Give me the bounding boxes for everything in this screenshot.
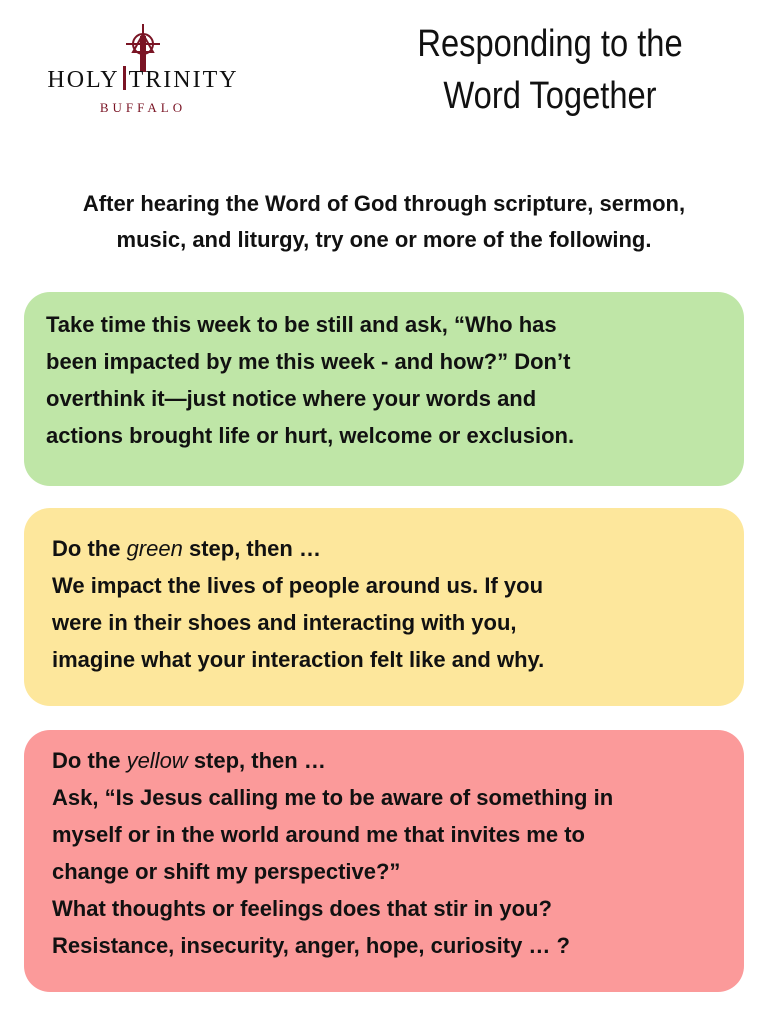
red-step-card: [24, 730, 744, 992]
page-title: [369, 18, 730, 122]
intro-text: [0, 186, 768, 258]
yellow-lead-em: green: [126, 536, 183, 561]
red-line: What thoughts or feelings does that stir in you?: [52, 896, 552, 921]
logo-word-trinity: TRINITY: [128, 67, 239, 93]
yellow-lead-before: Do the: [52, 536, 127, 561]
logo-wordmark: [28, 66, 258, 94]
red-line: change or shift my perspective?”: [52, 859, 401, 884]
yellow-line: imagine what your interaction felt like and why.: [52, 647, 545, 672]
yellow-step-card: [24, 508, 744, 706]
red-lead-em: yellow: [126, 748, 188, 773]
green-line: Take time this week to be still and ask, “Who has: [46, 312, 557, 337]
yellow-lead-after: step, then …: [182, 536, 321, 561]
red-lead-after: step, then …: [187, 748, 326, 773]
logo-location: BUFFALO: [99, 100, 187, 115]
yellow-lead: [52, 530, 720, 567]
yellow-line: We impact the lives of people around us. If you: [52, 573, 544, 598]
red-lead-before: Do the: [52, 748, 127, 773]
red-line: Resistance, insecurity, anger, hope, curiosity … ?: [52, 933, 570, 958]
cross-emblem-icon: [98, 22, 188, 72]
logo-cross-bar: [123, 66, 126, 90]
title-line-2: Word Together: [443, 75, 657, 117]
red-lead: [52, 742, 720, 779]
intro-line-1: After hearing the Word of God through scripture, sermon,: [82, 191, 686, 216]
green-step-card: [24, 292, 744, 486]
red-line: myself or in the world around me that invites me to: [52, 822, 585, 847]
logo-word-holy: HOLY: [47, 67, 120, 93]
green-line: been impacted by me this week - and how?” Don’t: [46, 349, 571, 374]
church-logo: [28, 22, 258, 132]
green-line: overthink it—just notice where your words and: [46, 386, 537, 411]
yellow-line: were in their shoes and interacting with you,: [52, 610, 517, 635]
green-line: actions brought life or hurt, welcome or exclusion.: [46, 423, 575, 448]
title-line-1: Responding to the: [417, 23, 683, 65]
intro-line-2: music, and liturgy, try one or more of the following.: [116, 227, 652, 252]
red-line: Ask, “Is Jesus calling me to be aware of something in: [52, 785, 614, 810]
